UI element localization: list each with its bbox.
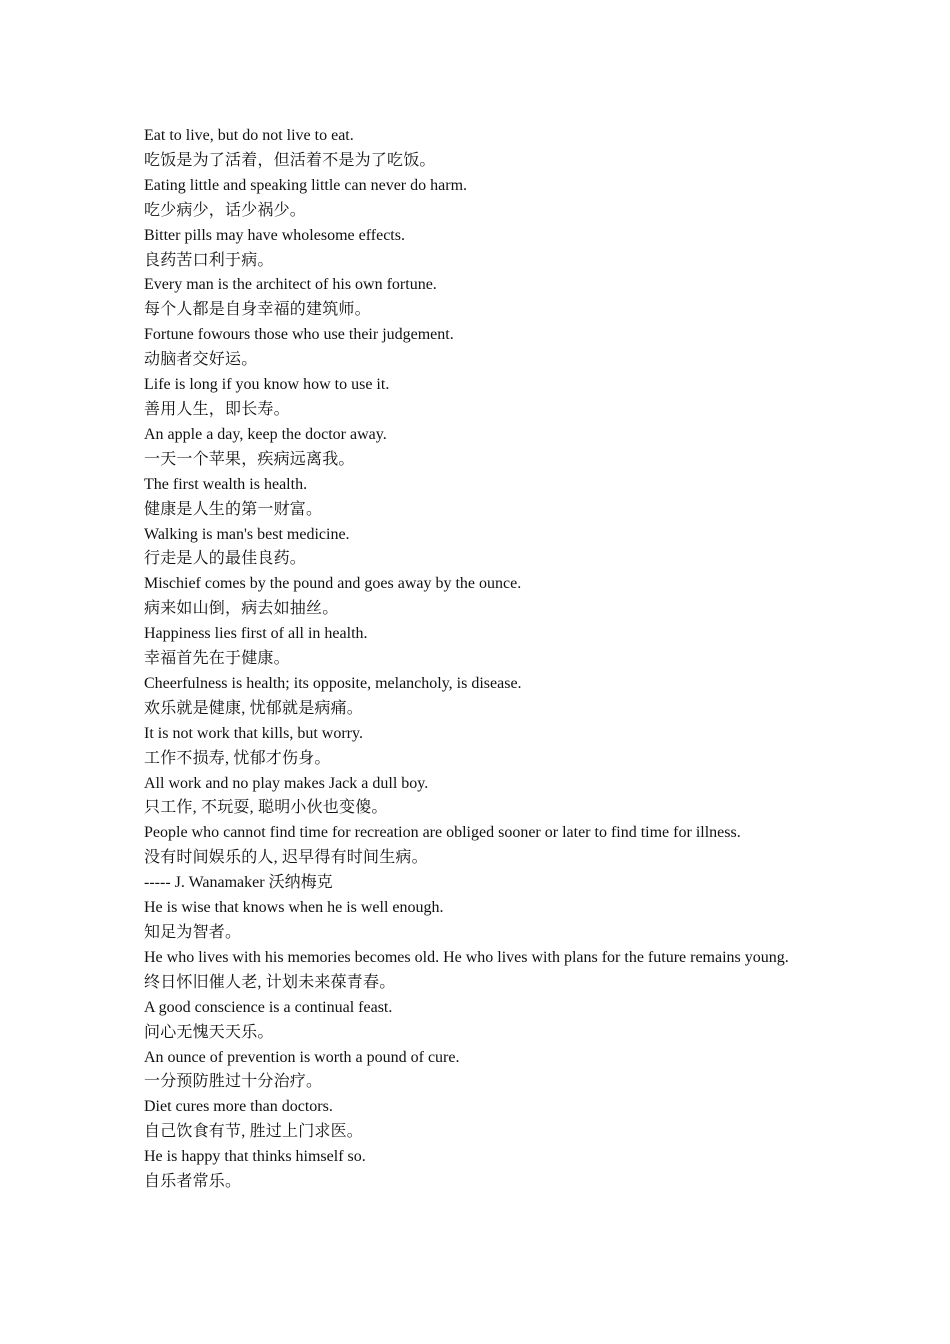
proverb-chinese: 吃饭是为了活着，但活着不是为了吃饭。 (144, 151, 436, 169)
proverb-chinese: 没有时间娱乐的人, 迟早得有时间生病。 (144, 849, 428, 867)
proverb-english: A good conscience is a continual feast. (144, 998, 393, 1016)
proverb-list (144, 124, 805, 1195)
attribution: ----- J. Wanamaker 沃纳梅克 (144, 874, 333, 892)
proverb-english: Walking is man's best medicine. (144, 525, 350, 543)
proverb-chinese: 知足为智者。 (144, 924, 242, 941)
proverb-english: Eat to live, but do not live to eat. (144, 127, 354, 144)
proverb-chinese: 一分预防胜过十分治疗。 (144, 1073, 323, 1091)
proverb-chinese: 终日怀旧催人老, 计划未来葆青春。 (144, 973, 396, 991)
proverb-chinese: 问心无愧天天乐。 (144, 1023, 274, 1041)
proverb-english: An apple a day, keep the doctor away. (144, 425, 387, 443)
proverb-english: Every man is the architect of his own fortune. (144, 276, 437, 294)
proverb-english: He who lives with his memories becomes old. He who lives with plans for the future remains young. (144, 948, 789, 966)
proverb-english: Fortune fowours those who use their judgement. (144, 326, 454, 344)
proverb-chinese: 动脑者交好运。 (144, 351, 258, 369)
proverb-chinese: 自己饮食有节, 胜过上门求医。 (144, 1123, 364, 1141)
proverb-english: Diet cures more than doctors. (144, 1098, 333, 1116)
proverb-chinese: 工作不损寿, 忧郁才伤身。 (144, 749, 331, 767)
proverb-english: All work and no play makes Jack a dull boy. (144, 774, 429, 792)
proverb-english: The first wealth is health. (144, 475, 308, 493)
proverb-chinese: 只工作, 不玩耍, 聪明小伙也变傻。 (144, 799, 388, 817)
proverb-english: Life is long if you know how to use it. (144, 376, 390, 394)
proverb-english: It is not work that kills, but worry. (144, 724, 363, 742)
proverb-english: An ounce of prevention is worth a pound of cure. (144, 1048, 460, 1066)
proverb-chinese: 行走是人的最佳良药。 (144, 550, 307, 568)
proverb-chinese: 幸福首先在于健康。 (144, 650, 290, 668)
proverb-chinese: 自乐者常乐。 (144, 1173, 242, 1191)
proverb-chinese: 善用人生，即长寿。 (144, 400, 290, 418)
proverb-english: Eating little and speaking little can never do harm. (144, 176, 468, 194)
proverb-english: He is happy that thinks himself so. (144, 1148, 366, 1166)
proverb-chinese: 病来如山倒，病去如抽丝。 (144, 600, 339, 618)
proverb-chinese: 良药苦口利于病。 (144, 251, 274, 269)
proverb-chinese: 一天一个苹果，疾病远离我。 (144, 450, 355, 468)
proverb-english: People who cannot find time for recreation are obliged sooner or later to find time for illness. (144, 824, 741, 842)
proverb-english: Cheerfulness is health; its opposite, melancholy, is disease. (144, 674, 522, 692)
proverb-chinese: 欢乐就是健康, 忧郁就是病痛。 (144, 699, 364, 717)
proverb-english: Mischief comes by the pound and goes away by the ounce. (144, 575, 522, 593)
proverb-english: Happiness lies first of all in health. (144, 625, 368, 643)
proverb-chinese: 吃少病少，话少祸少。 (144, 201, 307, 219)
proverb-english: He is wise that knows when he is well enough. (144, 899, 444, 917)
proverb-english: Bitter pills may have wholesome effects. (144, 226, 405, 244)
proverb-chinese: 健康是人生的第一财富。 (144, 500, 323, 518)
proverb-chinese: 每个人都是自身幸福的建筑师。 (144, 301, 371, 319)
